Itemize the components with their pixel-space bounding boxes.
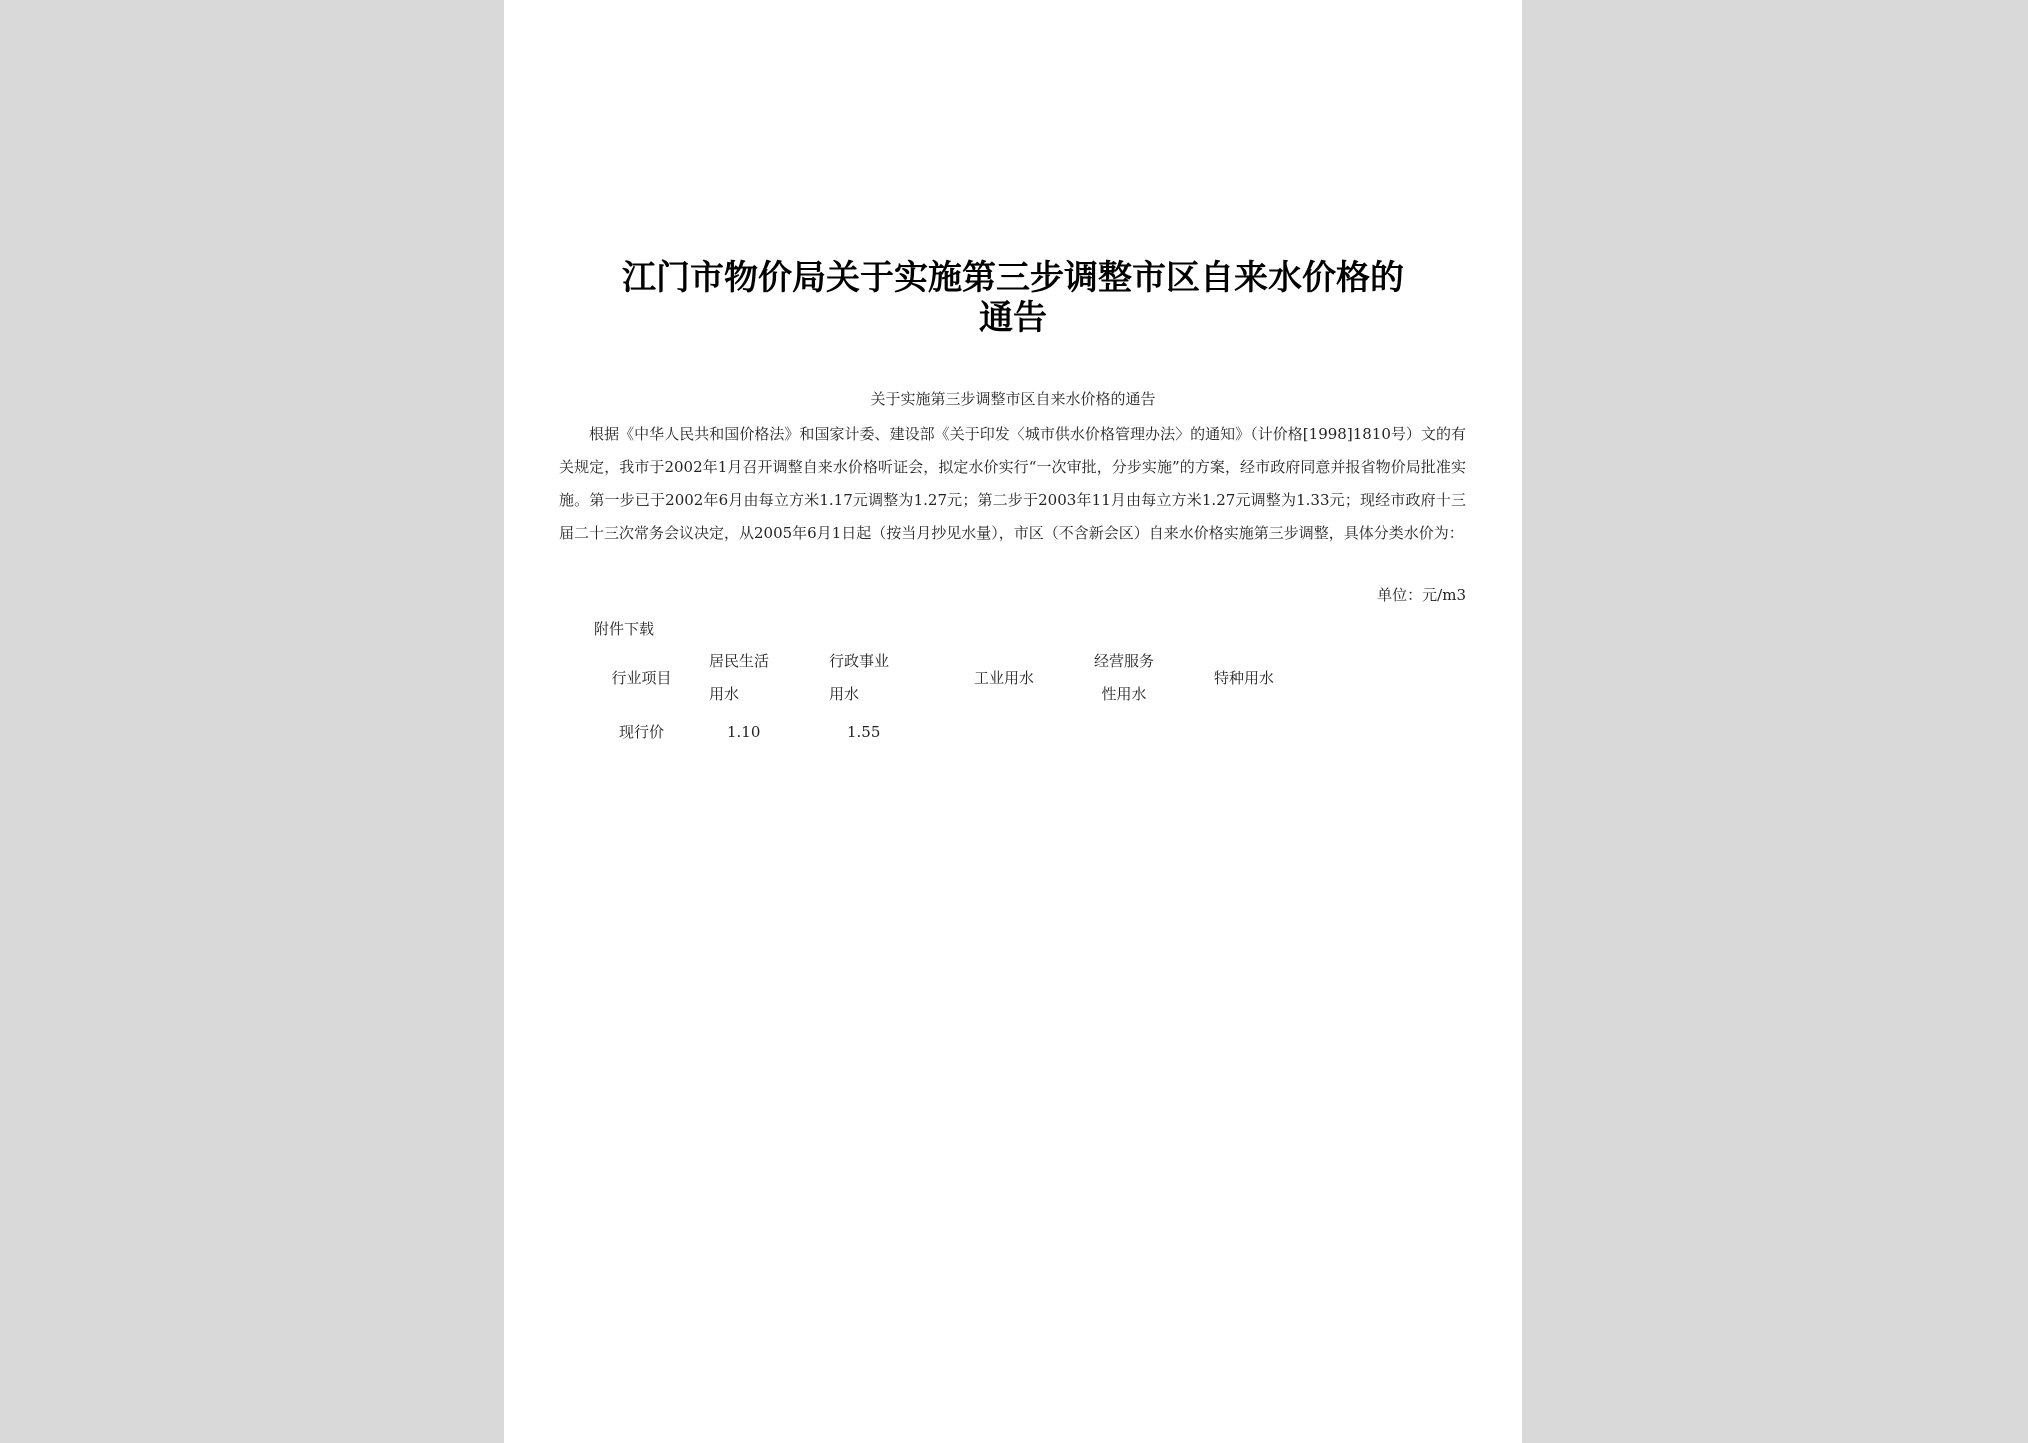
unit-label: 单位：元/m3 — [1377, 586, 1466, 604]
table-row — [589, 712, 1289, 752]
attachment-download-link[interactable]: 附件下载 — [594, 620, 655, 638]
table-header-cell: 居民生活 用水 — [709, 652, 770, 703]
document-page — [504, 0, 1522, 1443]
table-cell: 现行价 — [618, 722, 664, 741]
table-cell: 1.10 — [727, 722, 761, 741]
body-paragraph: 根据《中华人民共和国价格法》和国家计委、建设部《关于印发〈城市供水价格管理办法〉的通知》（计价格[1998]1810号）文的有关规定，我市于2002年1月召开调整自来水价格听证会，拟定水价实行“一次审批，分步实施”的方案，经市政府同意并报省物价局批准实施。第一步已于2002年6月由每立方米1.17元调整为1.27元；第二步于2003年11月由每立方米1.27元调整为1.33元；现经市政府十三届二十三次常务会议决定，从2005年6月1日起（按当月抄见水量），市区（不含新会区）自来水价格实施第三步调整，具体分类水价为： — [559, 425, 1466, 542]
table-header-row — [589, 644, 1289, 712]
table-header-cell: 行政事业 用水 — [829, 652, 890, 703]
document-title-line1: 江门市物价局关于实施第三步调整市区自来水价格的 — [622, 258, 1404, 298]
table-header-cell: 工业用水 — [973, 668, 1034, 687]
table-header-cell: 经营服务 性用水 — [1093, 652, 1154, 703]
document-body — [559, 418, 1466, 550]
table-header-cell: 行业项目 — [611, 668, 672, 687]
water-price-table — [589, 644, 1289, 752]
document-subtitle: 关于实施第三步调整市区自来水价格的通告 — [870, 390, 1156, 408]
table-header-cell: 特种用水 — [1213, 668, 1274, 687]
document-title — [594, 258, 1432, 338]
document-title-line2: 通告 — [979, 298, 1047, 338]
table-cell: 1.55 — [847, 722, 881, 741]
